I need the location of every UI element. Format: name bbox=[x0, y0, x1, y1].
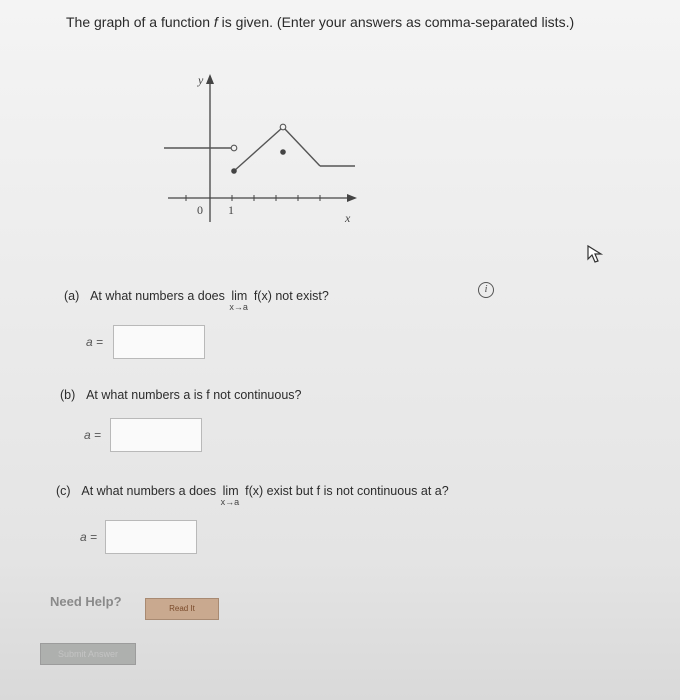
limit-notation-c bbox=[220, 484, 240, 507]
question-a-after: f(x) not exist? bbox=[253, 289, 329, 303]
lim-text: lim bbox=[222, 484, 239, 498]
question-b bbox=[60, 388, 301, 402]
question-b-text: At what numbers a is f not continuous? bbox=[86, 388, 302, 402]
question-a-before: At what numbers a does bbox=[90, 289, 225, 303]
closed-point-2 bbox=[280, 149, 286, 155]
x-axis-arrow bbox=[347, 194, 357, 202]
submit-answer-button[interactable]: Submit Answer bbox=[40, 643, 136, 665]
lim-subscript: x→a bbox=[229, 302, 248, 312]
question-c-after: f(x) exist but f is not continuous at a? bbox=[245, 484, 449, 498]
question-c bbox=[56, 484, 449, 507]
x-axis-label: x bbox=[345, 211, 351, 225]
open-point-1 bbox=[231, 145, 237, 151]
question-a-letter: (a) bbox=[64, 289, 80, 303]
intro-prefix: The graph of a function bbox=[66, 14, 214, 30]
question-b-letter: (b) bbox=[60, 388, 76, 402]
graph-segment-fall bbox=[284, 128, 320, 166]
limit-notation-a bbox=[229, 289, 248, 312]
lim-subscript: x→a bbox=[220, 497, 240, 507]
answer-a-label: a = bbox=[86, 335, 104, 349]
tick-label-1: 1 bbox=[228, 203, 234, 217]
question-a bbox=[64, 289, 329, 312]
info-icon[interactable]: i bbox=[478, 282, 494, 298]
graph-segment-rise bbox=[234, 128, 282, 171]
problem-intro bbox=[66, 14, 574, 30]
lim-text: lim bbox=[231, 289, 248, 303]
open-point-2 bbox=[280, 124, 286, 130]
question-c-letter: (c) bbox=[56, 484, 71, 498]
question-c-before: At what numbers a does bbox=[81, 484, 217, 498]
intro-f: f bbox=[213, 14, 218, 30]
function-graph bbox=[150, 62, 370, 232]
need-help-label: Need Help? bbox=[50, 594, 122, 609]
intro-suffix: is given. (Enter your answers as comma-separated lists.) bbox=[217, 14, 575, 30]
answer-c-label: a = bbox=[80, 530, 98, 544]
mouse-cursor-icon bbox=[586, 244, 604, 264]
read-it-button[interactable]: Read It bbox=[145, 598, 219, 620]
answer-a-input[interactable] bbox=[113, 325, 205, 359]
answer-b-input[interactable] bbox=[110, 418, 202, 452]
y-axis-label: y bbox=[198, 73, 204, 87]
y-axis-arrow bbox=[206, 74, 214, 84]
answer-b-label: a = bbox=[84, 428, 102, 442]
closed-point-1 bbox=[231, 168, 237, 174]
answer-c-input[interactable] bbox=[105, 520, 197, 554]
origin-label: 0 bbox=[197, 203, 203, 217]
